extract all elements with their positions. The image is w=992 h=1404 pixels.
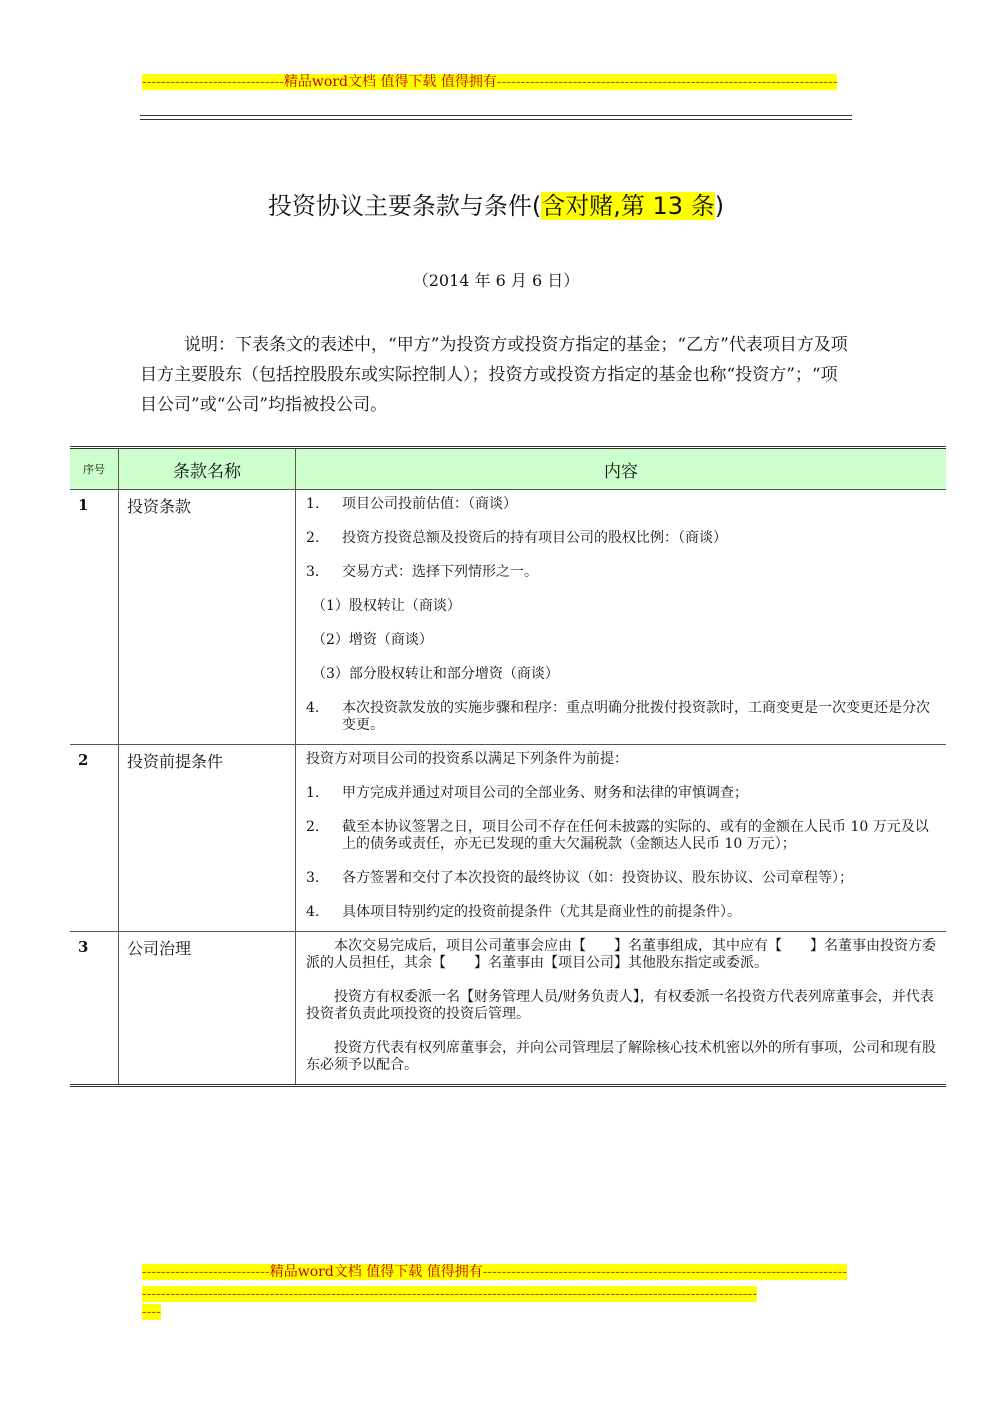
bottom-banner-tail: [142, 1302, 164, 1322]
item-number: 3.: [306, 870, 320, 886]
item-number: 1.: [306, 496, 320, 512]
header-content: 内容: [296, 448, 947, 490]
terms-table: [70, 446, 946, 1087]
header-clause-name: 条款名称: [119, 448, 296, 490]
title-highlight: 含对赌,第 13 条: [541, 192, 715, 220]
content-paragraph: 本次交易完成后，项目公司董事会应由【 】名董事组成，其中应有【 】名董事由投资方委派的人员担任，其余【 】名董事由【项目公司】其他股东指定或委派。: [306, 938, 936, 971]
item-number: 4.: [306, 700, 320, 716]
clause-name: 投资条款: [119, 490, 296, 745]
clause-name: 公司治理: [119, 932, 296, 1086]
bottom-banner: [142, 1262, 848, 1282]
content-paragraph: 投资方有权委派一名【财务管理人员/财务负责人】，有权委派一名投资方代表列席董事会，并代表投资者负责此项投资的投资后管理。: [306, 989, 934, 1022]
sub-item: （2）增资（商谈）: [312, 632, 433, 648]
sub-item: （1）股权转让（商谈）: [312, 598, 461, 614]
numbered-item: [306, 870, 936, 887]
item-text: 项目公司投前估值：（商谈）: [342, 496, 517, 512]
item-text: 各方签署和交付了本次投资的最终协议（如：投资协议、股东协议、公司章程等）；: [342, 870, 853, 886]
item-text: 交易方式：选择下列情形之一。: [342, 564, 538, 580]
numbered-item: [306, 819, 936, 853]
header-rule: [140, 115, 852, 116]
top-banner-right: ------------------------------------------------------------------------: [496, 74, 838, 90]
item-number: 4.: [306, 904, 320, 920]
numbered-item: [306, 530, 936, 547]
top-banner: [142, 72, 848, 92]
table-row: [70, 745, 946, 932]
table-row: [70, 932, 946, 1086]
table-row: [70, 490, 946, 745]
clause-content: [296, 490, 947, 745]
header-number: 序号: [70, 448, 119, 490]
bottom-banner-line: [142, 1284, 848, 1304]
item-text: 具体项目特别约定的投资前提条件（尤其是商业性的前提条件）。: [342, 904, 741, 920]
document-date: （2014 年 6 月 6 日）: [412, 271, 580, 290]
numbered-item: [306, 785, 936, 802]
item-text: 截至本协议签署之日，项目公司不存在任何未披露的实际的、或有的金额在人民币 10 万元及以上的债务或责任，亦无已发现的重大欠漏税款（金额达人民币 10 万元）；: [342, 819, 929, 852]
sub-item: （3）部分股权转让和部分增资（商谈）: [312, 666, 559, 682]
row-number: 2: [70, 745, 119, 932]
bottom-banner-dashes: ----------------------------------------------------------------------------------------------------------------------------------: [142, 1286, 757, 1302]
clause-content: [296, 932, 947, 1086]
content-paragraph: 投资方对项目公司的投资系以满足下列条件为前提：: [306, 751, 628, 767]
top-banner-center: 精品word文档 值得下载 值得拥有: [283, 74, 497, 90]
numbered-item: [306, 564, 936, 581]
clause-name: 投资前提条件: [119, 745, 296, 932]
clause-content: [296, 745, 947, 932]
intro-paragraph: 说明：下表条文的表述中，“甲方”为投资方或投资方指定的基金；“乙方”代表项目方及项目方主要股东（包括控股股东或实际控制人）；投资方或投资方指定的基金也称“投资方”；“项目公司”或“公司”均指被投公司。: [140, 335, 848, 415]
row-number: 3: [70, 932, 119, 1086]
item-text: 投资方投资总额及投资后的持有项目公司的股权比例：（商谈）: [342, 530, 727, 546]
bottom-banner-tail-dashes: ----: [142, 1304, 161, 1320]
numbered-item: [306, 700, 936, 734]
title-prefix: 投资协议主要条款与条件(: [267, 192, 542, 220]
item-number: 2.: [306, 819, 320, 835]
bottom-banner-left: ---------------------------: [142, 1264, 270, 1280]
item-number: 3.: [306, 564, 320, 580]
numbered-item: [306, 904, 936, 921]
top-banner-left: ------------------------------: [142, 74, 284, 90]
bottom-banner-center: 精品word文档 值得下载 值得拥有: [269, 1264, 483, 1280]
item-text: 甲方完成并通过对项目公司的全部业务、财务和法律的审慎调查；: [342, 785, 748, 801]
numbered-item: [306, 496, 936, 513]
item-number: 2.: [306, 530, 320, 546]
row-number: 1: [70, 490, 119, 745]
document-title: [0, 186, 992, 221]
title-suffix: ): [714, 192, 725, 220]
content-paragraph: 投资方代表有权列席董事会，并向公司管理层了解除核心技术机密以外的所有事项，公司和现有股东必须予以配合。: [306, 1040, 936, 1073]
bottom-banner-right: -----------------------------------------------------------------------------: [482, 1264, 847, 1280]
item-text: 本次投资款发放的实施步骤和程序：重点明确分批拨付投资款时，工商变更是一次变更还是分次变更。: [342, 700, 930, 733]
header-rule: [140, 119, 852, 120]
table-header-row: [70, 448, 946, 490]
item-number: 1.: [306, 785, 320, 801]
